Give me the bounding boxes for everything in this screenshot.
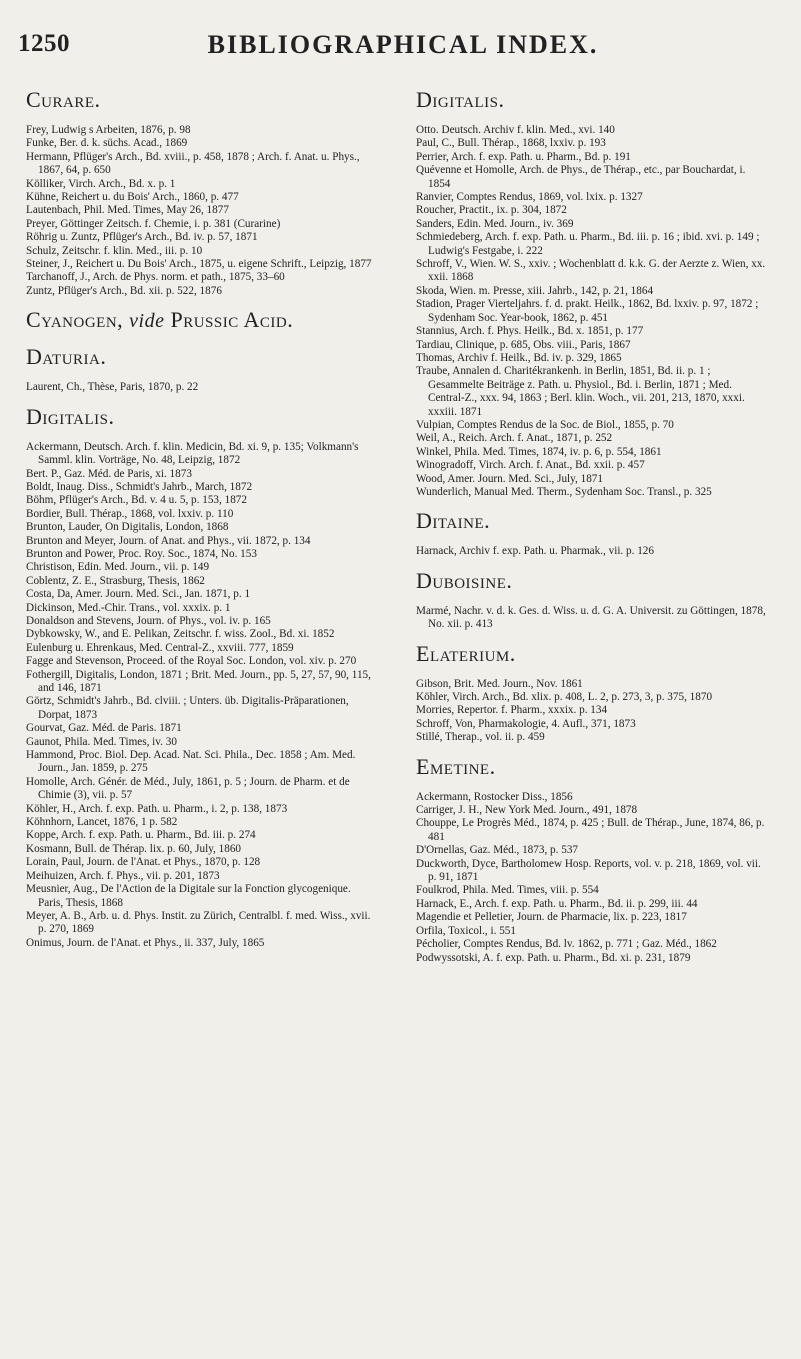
section-heading (416, 642, 768, 666)
bibliography-entry: Vulpian, Comptes Rendus de la Soc. de Biol., 1855, p. 70 (416, 418, 674, 431)
bibliography-entry: Lautenbach, Phil. Med. Times, May 26, 1877 (26, 204, 229, 217)
bibliography-entry: Steiner, J., Reichert u. Du Bois' Arch., 1875, u. eigene Schrift., Leipzig, 1877 (26, 258, 372, 271)
bibliography-entry: Meyer, A. B., Arb. u. d. Phys. Instit. zu Zürich, Centralbl. f. med. Wiss., xvii. p. 270, 1869 (26, 909, 371, 936)
entry-list (416, 678, 768, 745)
bibliography-entry: Wood, Amer. Journ. Med. Sci., July, 1871 (416, 472, 603, 485)
bibliography-entry: Christison, Edin. Med. Journ., vii. p. 149 (26, 561, 210, 574)
bibliography-entry: Wunderlich, Manual Med. Therm., Sydenham Soc. Transl., p. 325 (416, 485, 712, 498)
entry-list (26, 381, 378, 394)
bibliography-entry: Homolle, Arch. Génér. de Méd., July, 1861, p. 5 ; Journ. de Pharm. et de Chimie (3), vii. p. 57 (26, 775, 350, 802)
bibliography-entry: Chouppe, Le Progrès Méd., 1874, p. 425 ; Bull. de Thérap., June, 1874, 86, p. 481 (416, 817, 765, 843)
bibliography-entry: Foulkrod, Phila. Med. Times, viii. p. 554 (416, 884, 599, 897)
bibliography-entry: Donaldson and Stevens, Journ. of Phys., vol. iv. p. 165 (26, 614, 271, 627)
cross-reference-target: Prussic Acid. (170, 307, 294, 333)
bibliography-entry: Schmiedeberg, Arch. f. exp. Path. u. Pharm., Bd. iii. p. 16 ; ibid. xvi. p. 149 ; Ludwig's Festgabe, i. 222 (416, 231, 760, 257)
bibliography-entry: Carriger, J. H., New York Med. Journ., 491, 1878 (416, 804, 638, 817)
cross-reference-vide: vide (129, 310, 165, 333)
bibliography-entry: Eulenburg u. Ehrenkaus, Med. Central-Z., xxviii. 777, 1859 (26, 641, 294, 654)
bibliography-entry: Harnack, E., Arch. f. exp. Path. u. Pharm., Bd. ii. p. 299, iii. 44 (416, 897, 698, 910)
bibliography-entry: Ranvier, Comptes Rendus, 1869, vol. lxix. p. 1327 (416, 191, 643, 204)
index-section-digitalis (416, 88, 768, 499)
bibliography-entry: Paul, C., Bull. Thérap., 1868, lxxiv. p. 193 (416, 137, 606, 150)
bibliography-entry: Weil, A., Reich. Arch. f. Anat., 1871, p. 252 (416, 432, 613, 445)
section-heading-text: Digitalis. (416, 87, 505, 112)
bibliography-entry: Hammond, Proc. Biol. Dep. Acad. Nat. Sci. Phila., Dec. 1858 ; Am. Med. Journ., Jan. 1859, p. 275 (26, 749, 356, 775)
bibliography-entry: Boldt, Inaug. Diss., Schmidt's Jahrb., March, 1872 (26, 480, 253, 493)
section-heading (26, 405, 378, 429)
bibliography-entry: Costa, Da, Amer. Journ. Med. Sci., Jan. 1871, p. 1 (26, 588, 251, 601)
page-header (18, 30, 788, 70)
section-heading-text: Ditaine. (416, 508, 491, 534)
bibliography-entry: Kosmann, Bull. de Thérap. lix. p. 60, July, 1860 (26, 842, 242, 855)
section-heading (416, 509, 768, 533)
index-section-curare (26, 88, 378, 298)
bibliography-entry: Meusnier, Aug., De l'Action de la Digitale sur la Fonction glycogenique. Paris, Thesis, 1868 (26, 883, 351, 909)
bibliography-entry: Kühne, Reichert u. du Bois' Arch., 1860, p. 477 (26, 191, 239, 204)
bibliography-entry: Böhm, Pflüger's Arch., Bd. v. 4 u. 5, p. 153, 1872 (26, 494, 247, 507)
bibliography-entry: Schulz, Zeitschr. f. klin. Med., iii. p. 10 (26, 244, 203, 257)
section-heading (26, 345, 378, 369)
bibliography-entry: Schroff, V., Wien. W. S., xxiv. ; Wochenblatt d. k.k. G. der Aerzte z. Wien, xx. xxii. 1868 (416, 258, 766, 284)
section-heading-text: Curare. (26, 87, 101, 112)
bibliography-entry: Ackermann, Deutsch. Arch. f. klin. Medicin, Bd. xi. 9, p. 135; Volkmann's Samml. klin. Vorträge, No. 48, Leipzig, 1872 (26, 440, 359, 467)
bibliography-entry: Meihuizen, Arch. f. Phys., vii. p. 201, 1873 (26, 869, 220, 882)
bibliography-entry: Lorain, Paul, Journ. de l'Anat. et Phys., 1870, p. 128 (26, 856, 261, 869)
bibliography-entry: Winogradoff, Virch. Arch. f. Anat., Bd. xxii. p. 457 (416, 459, 645, 472)
bibliography-entry: Hermann, Pflüger's Arch., Bd. xviii., p. 458, 1878 ; Arch. f. Anat. u. Phys., 1867, 64, p. 650 (26, 150, 360, 177)
entry-list (416, 545, 768, 558)
bibliography-entry: Preyer, Göttinger Zeitsch. f. Chemie, i. p. 381 (Curarine) (26, 217, 281, 230)
section-heading-text: Emetine. (416, 753, 496, 779)
index-section-cyanogen (26, 308, 378, 333)
section-heading-text: Digitalis. (26, 403, 115, 429)
bibliography-entry: Perrier, Arch. f. exp. Path. u. Pharm., Bd. p. 191 (416, 150, 631, 163)
bibliography-entry: Kölliker, Virch. Arch., Bd. x. p. 1 (26, 177, 176, 190)
entry-list (416, 791, 768, 965)
section-heading (26, 88, 378, 112)
bibliography-entry: Röhrig u. Zuntz, Pflüger's Arch., Bd. iv. p. 57, 1871 (26, 231, 258, 244)
bibliography-entry: Köhnhorn, Lancet, 1876, 1 p. 582 (26, 816, 178, 829)
running-title: BIBLIOGRAPHICAL INDEX. (207, 30, 599, 59)
bibliography-entry: Bert. P., Gaz. Méd. de Paris, xi. 1873 (26, 467, 192, 480)
bibliography-entry: Dybkowsky, W., and E. Pelikan, Zeitschr. f. wiss. Zool., Bd. xi. 1852 (26, 628, 335, 641)
section-heading (416, 569, 768, 593)
index-section-elaterium (416, 642, 768, 745)
bibliography-entry: Otto. Deutsch. Archiv f. klin. Med., xvi. 140 (416, 124, 615, 136)
section-heading (416, 88, 768, 112)
bibliography-entry: Stadion, Prager Vierteljahrs. f. d. prakt. Heilk., 1862, Bd. lxxiv. p. 97, 1872 ; Sydenham Soc. Year-book, 1862, p. 451 (416, 298, 759, 324)
bibliography-entry: Ackermann, Rostocker Diss., 1856 (416, 790, 573, 803)
bibliography-entry: Laurent, Ch., Thèse, Paris, 1870, p. 22 (26, 381, 199, 394)
section-heading-text: Daturia. (26, 344, 107, 370)
bibliography-entry: Brunton and Power, Proc. Roy. Soc., 1874, No. 153 (26, 547, 257, 560)
bibliography-entry: Brunton, Lauder, On Digitalis, London, 1868 (26, 521, 229, 534)
bibliography-entry: Köhler, H., Arch. f. exp. Path. u. Pharm., i. 2, p. 138, 1873 (26, 802, 288, 815)
entry-list (26, 441, 378, 950)
bibliography-entry: Thomas, Archiv f. Heilk., Bd. iv. p. 329, 1865 (416, 351, 622, 364)
entry-list (416, 124, 768, 499)
bibliography-entry: Skoda, Wien. m. Presse, xiii. Jahrb., 142, p. 21, 1864 (416, 284, 654, 297)
bibliography-entry: Onimus, Journ. de l'Anat. et Phys., ii. 337, July, 1865 (26, 936, 265, 949)
entry-list (26, 124, 378, 298)
bibliography-entry: Pécholier, Comptes Rendus, Bd. lv. 1862, p. 771 ; Gaz. Méd., 1862 (416, 938, 717, 951)
bibliography-entry: Zuntz, Pflüger's Arch., Bd. xii. p. 522, 1876 (26, 284, 222, 297)
bibliography-entry: Traube, Annalen d. Charitékrankenh. in Berlin, 1851, Bd. ii. p. 1 ; Gesammelte Beiträge z. Path. u. Physiol., Bd. i. Berlin, 1871 ; Med. Central-Z., xxx. 94, 1863 ; Berl. klin. Woch., vii. 201, 213, 1870, xxxi. xxxiii. 1871 (416, 365, 745, 418)
bibliography-entry: Tarchanoff, J., Arch. de Phys. norm. et path., 1875, 33–60 (26, 271, 285, 284)
bibliography-entry: Frey, Ludwig s Arbeiten, 1876, p. 98 (26, 124, 191, 136)
bibliography-entry: Harnack, Archiv f. exp. Path. u. Pharmak., vii. p. 126 (416, 545, 654, 558)
bibliography-entry: Orfila, Toxicol., i. 551 (416, 924, 516, 937)
index-section-emetine (416, 755, 768, 965)
bibliography-entry: Sanders, Edin. Med. Journ., iv. 369 (416, 217, 574, 230)
page-number: 1250 (18, 30, 70, 57)
section-heading (416, 755, 768, 779)
bibliography-entry: Gaunot, Phila. Med. Times, iv. 30 (26, 735, 177, 748)
bibliography-entry: D'Ornellas, Gaz. Méd., 1873, p. 537 (416, 844, 579, 857)
bibliography-entry: Duckworth, Dyce, Bartholomew Hosp. Reports, vol. v. p. 218, 1869, vol. vii. p. 91, 1871 (416, 857, 761, 884)
section-heading-text: Duboisine. (416, 567, 513, 593)
section-heading-text: Elaterium. (416, 640, 516, 666)
bibliography-entry: Coblentz, Z. E., Strasburg, Thesis, 1862 (26, 574, 205, 587)
bibliography-entry: Koppe, Arch. f. exp. Path. u. Pharm., Bd. iii. p. 274 (26, 829, 256, 842)
section-heading (26, 308, 378, 333)
bibliography-entry: Winkel, Phila. Med. Times, 1874, iv. p. 6, p. 554, 1861 (416, 445, 662, 458)
bibliography-entry: Gibson, Brit. Med. Journ., Nov. 1861 (416, 677, 583, 690)
bibliography-entry: Schroff, Von, Pharmakologie, 4. Aufl., 371, 1873 (416, 717, 636, 730)
bibliography-entry: Tardiau, Clinique, p. 685, Obs. viii., Paris, 1867 (416, 338, 631, 351)
index-section-daturia (26, 345, 378, 394)
bibliography-entry: Dickinson, Med.-Chir. Trans., vol. xxxix. p. 1 (26, 601, 231, 614)
bibliography-entry: Stannius, Arch. f. Phys. Heilk., Bd. x. 1851, p. 177 (416, 325, 644, 338)
bibliography-entry: Görtz, Schmidt's Jahrb., Bd. clviii. ; Unters. üb. Digitalis-Präparationen, Dorpat, 1873 (26, 695, 349, 721)
index-section-digitalis (26, 405, 378, 950)
bibliography-entry: Roucher, Practit., ix. p. 304, 1872 (416, 204, 567, 217)
left-column (26, 88, 378, 960)
bibliography-entry: Bordier, Bull. Thérap., 1868, vol. lxxiv. p. 110 (26, 507, 234, 520)
bibliography-entry: Marmé, Nachr. v. d. k. Ges. d. Wiss. u. d. G. A. Universit. zu Göttingen, 1878, No. xii. p. 413 (416, 604, 766, 631)
bibliography-entry: Stillé, Therap., vol. ii. p. 459 (416, 731, 545, 744)
section-heading-text: Cyanogen, (26, 307, 124, 333)
bibliography-entry: Brunton and Meyer, Journ. of Anat. and Phys., vii. 1872, p. 134 (26, 534, 311, 547)
bibliography-entry: Quévenne et Homolle, Arch. de Phys., de Thérap., etc., par Bouchardat, i. 1854 (416, 164, 746, 190)
index-section-duboisine (416, 569, 768, 632)
bibliography-entry: Fothergill, Digitalis, London, 1871 ; Brit. Med. Journ., pp. 5, 27, 57, 90, 115, and 146, 1871 (26, 668, 371, 694)
bibliography-entry: Gourvat, Gaz. Méd. de Paris. 1871 (26, 722, 182, 735)
bibliography-entry: Funke, Ber. d. k. süchs. Acad., 1869 (26, 137, 188, 150)
bibliography-entry: Magendie et Pelletier, Journ. de Pharmacie, lix. p. 223, 1817 (416, 911, 687, 924)
bibliography-entry: Fagge and Stevenson, Proceed. of the Royal Soc. London, vol. xiv. p. 270 (26, 655, 357, 668)
right-column (416, 88, 768, 975)
bibliography-entry: Köhler, Virch. Arch., Bd. xlix. p. 408, L. 2, p. 273, 3, p. 375, 1870 (416, 691, 713, 703)
bibliography-entry: Morries, Repertor. f. Pharm., xxxix. p. 134 (416, 704, 608, 717)
bibliography-entry: Podwyssotski, A. f. exp. Path. u. Pharm., Bd. xi. p. 231, 1879 (416, 951, 691, 964)
entry-list (416, 605, 768, 632)
index-section-ditaine (416, 509, 768, 558)
